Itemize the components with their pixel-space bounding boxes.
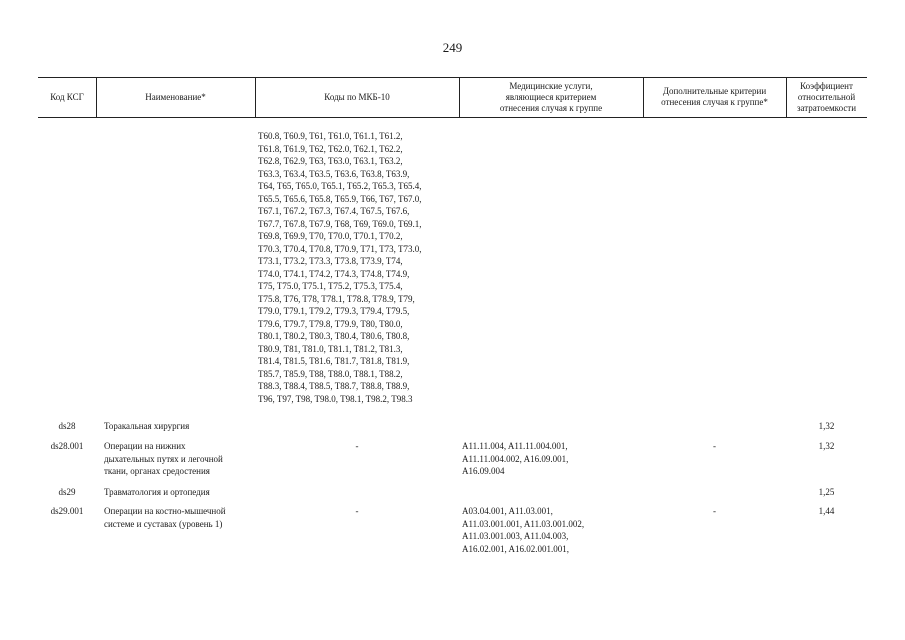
icd-codes: - <box>355 441 359 451</box>
extra-criteria: - <box>713 506 716 516</box>
header-bottom-rule <box>38 117 867 118</box>
medical-services: A03.04.001, A11.03.001, A11.03.001.001, A11.03.001.002, A11.03.001.003, A11.04.003, A16.02.001, A16.02.001.001, <box>462 506 585 554</box>
header-icd: Коды по МКБ-10 <box>324 91 390 102</box>
header-code: Код КСГ <box>50 91 84 102</box>
header-services: Медицинские услуги, являющиеся критерием отнесения случая к группе <box>499 80 603 113</box>
ksg-name: Торакальная хирургия <box>104 421 190 431</box>
page-number: 249 <box>442 40 463 55</box>
icd-codes: - <box>355 506 359 516</box>
ksg-code: ds29.001 <box>50 506 84 516</box>
ksg-code: ds29 <box>58 487 76 497</box>
ksg-code: ds28.001 <box>50 441 84 451</box>
coefficient-value: 1,44 <box>818 506 835 516</box>
ksg-code: ds28 <box>58 421 76 431</box>
extra-criteria: - <box>713 441 716 451</box>
header-extra-criteria: Дополнительные критерии отнесения случая к группе* <box>661 86 768 107</box>
coefficient-value: 1,25 <box>818 487 835 497</box>
icd-codes-list: T60.8, T60.9, T61, T61.0, T61.1, T61.2, T61.8, T61.9, T62, T62.0, T62.1, T62.2, T62.8, T62.9, T63, T63.0, T63.1, T63.2, T63.3, T63.4, T63.5, T63.6, T63.8, T63.9, T64, T65, T65.0, T65.1, T65.2, T65.3, T65.4, T65.5, T65.6, T65.8, T65.9, T66, T67, T67.0, T67.1, T67.2, T67.3, T67.4, T67.5, T67.6, T67.7, T67.8, T67.9, T68, T69, T69.0, T69.1, T69.8, T69.9, T70, T70.0, T70.1, T70.2, T70.3, T70.4, T70.8, T70.9, T71, T73, T73.0, T73.1, T73.2, T73.3, T73.8, T73.9, T74, T74.0, T74.1, T74.2, T74.3, T74.8, T74.9, T75, T75.0, T75.1, T75.2, T75.3, T75.4, T75.8, T76, T78, T78.1, T78.8, T78.9, T79, T79.0, T79.1, T79.2, T79.3, T79.4, T79.5, T79.6, T79.7, T79.8, T79.9, T80, T80.0, T80.1, T80.2, T80.3, T80.4, T80.6, T80.8, T80.9, T81, T81.0, T81.1, T81.2, T81.3, T81.4, T81.5, T81.6, T81.7, T81.8, T81.9, T85.7, T85.9, T88, T88.0, T88.1, T88.2, T88.3, T88.4, T88.5, T88.7, T88.8, T88.9, T96, T97, T98, T98.0, T98.1, T98.2, T98.3 <box>258 131 422 404</box>
header-name: Наименование* <box>145 91 206 102</box>
coefficient-value: 1,32 <box>818 421 835 431</box>
ksg-name: Операции на нижних дыхательных путях и легочной ткани, органах средостения <box>104 441 223 476</box>
coefficient-value: 1,32 <box>818 441 835 451</box>
ksg-name: Травматология и ортопедия <box>104 487 210 497</box>
medical-services: A11.11.004, A11.11.004.001, A11.11.004.002, A16.09.001, A16.09.004 <box>462 441 569 476</box>
ksg-name: Операции на костно-мышечной системе и суставах (уровень 1) <box>104 506 226 529</box>
header-coefficient: Коэффициент относительной затратоемкости <box>796 80 857 113</box>
